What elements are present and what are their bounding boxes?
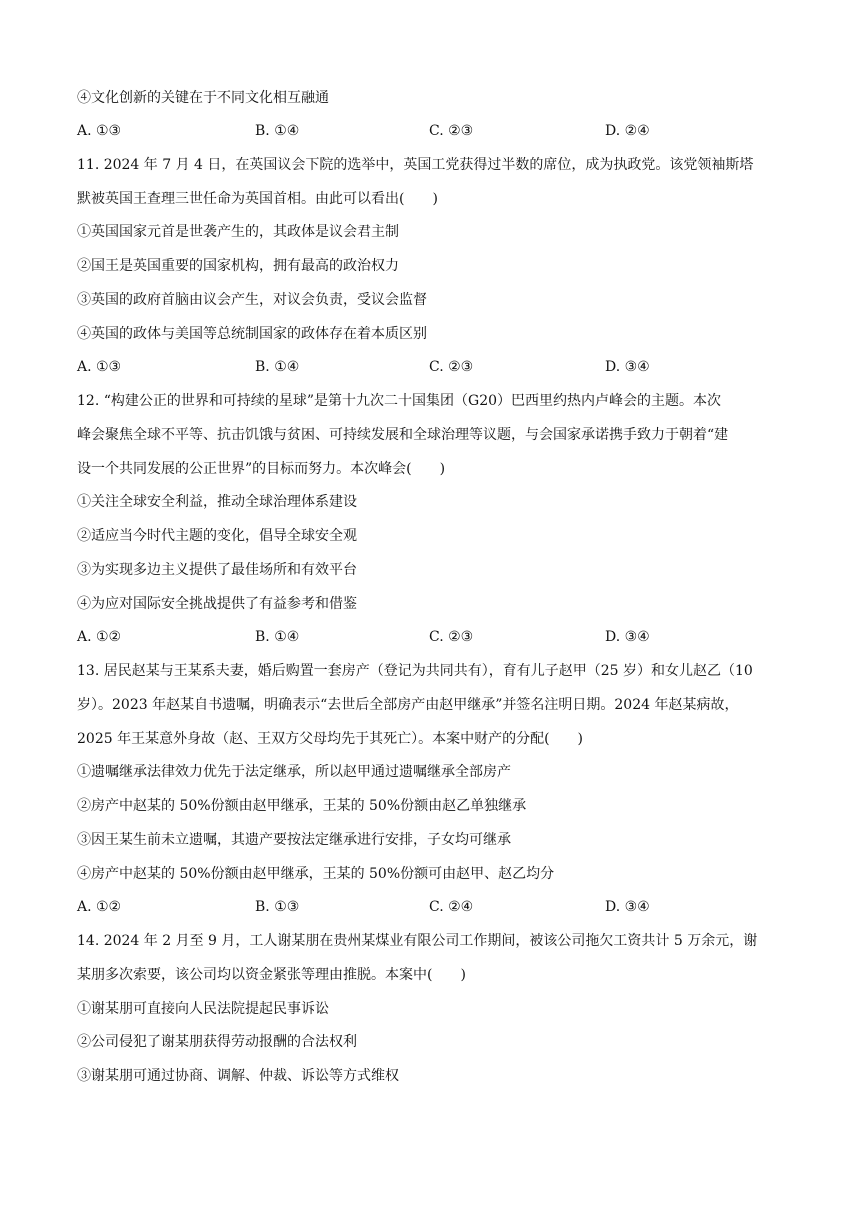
q13-option-a: A. ①② — [77, 899, 122, 915]
q10-option-d: D. ②④ — [605, 123, 650, 139]
q14-stem-line-1: 14. 2024 年 2 月至 9 月，工人谢某朋在贵州某煤业有限公司工作期间，被该公司拖欠工资共计 5 万余元，谢 — [77, 933, 758, 949]
q13-option-b: B. ①③ — [255, 899, 300, 915]
q11-option-a: A. ①③ — [77, 359, 122, 375]
q10-option-a: A. ①③ — [77, 123, 122, 139]
q13-statement-1: ①遗嘱继承法律效力优先于法定继承，所以赵甲通过遗嘱继承全部房产 — [77, 764, 511, 780]
q12-option-b: B. ①④ — [255, 629, 300, 645]
q11-statement-4: ④英国的政体与美国等总统制国家的政体存在着本质区别 — [77, 326, 427, 342]
q14-stem-line-2: 某朋多次索要，该公司均以资金紧张等理由推脱。本案中( ) — [77, 967, 466, 983]
q11-stem-line-2: 默被英国王查理三世任命为英国首相。由此可以看出( ) — [77, 191, 438, 207]
q11-stem-line-1: 11. 2024 年 7 月 4 日，在英国议会下院的选举中，英国工党获得过半数的席位，成为执政党。该党领袖斯塔 — [77, 157, 754, 173]
q10-option-c: C. ②③ — [429, 123, 474, 139]
q11-statement-2: ②国王是英国重要的国家机构，拥有最高的政治权力 — [77, 258, 399, 274]
q13-option-c: C. ②④ — [429, 899, 474, 915]
q13-stem-line-3: 2025 年王某意外身故（赵、王双方父母均先于其死亡）。本案中财产的分配( ) — [77, 731, 584, 747]
q13-statement-2: ②房产中赵某的 50%份额由赵甲继承，王某的 50%份额由赵乙单独继承 — [77, 798, 527, 814]
q12-stem-line-2: 峰会聚焦全球不平等、抗击饥饿与贫困、可持续发展和全球治理等议题，与会国家承诺携手致力于朝着“建 — [77, 427, 729, 443]
q11-statement-3: ③英国的政府首脑由议会产生，对议会负责，受议会监督 — [77, 292, 427, 308]
q12-stem-line-1: 12. “构建公正的世界和可持续的星球”是第十九次二十国集团（G20）巴西里约热内卢峰会的主题。本次 — [77, 393, 722, 409]
q11-option-c: C. ②③ — [429, 359, 474, 375]
q12-statement-2: ②适应当今时代主题的变化，倡导全球安全观 — [77, 528, 357, 544]
q12-option-a: A. ①② — [77, 629, 122, 645]
q13-stem-line-1: 13. 居民赵某与王某系夫妻，婚后购置一套房产（登记为共同共有），育有儿子赵甲（25 岁）和女儿赵乙（10 — [77, 663, 753, 679]
q12-stem-line-3: 设一个共同发展的公正世界”的目标而努力。本次峰会( ) — [77, 461, 446, 477]
q13-stem-line-2: 岁）。2023 年赵某自书遗嘱，明确表示“去世后全部房产由赵甲继承”并签名注明日期。2024 年赵某病故， — [77, 697, 739, 713]
q11-option-d: D. ③④ — [605, 359, 650, 375]
q12-statement-3: ③为实现多边主义提供了最佳场所和有效平台 — [77, 562, 357, 578]
q10-option-b: B. ①④ — [255, 123, 300, 139]
q13-statement-3: ③因王某生前未立遗嘱，其遗产要按法定继承进行安排，子女均可继承 — [77, 832, 511, 848]
q11-options — [77, 357, 777, 377]
q13-options — [77, 897, 777, 917]
q12-options — [77, 627, 777, 647]
q14-statement-1: ①谢某朋可直接向人民法院提起民事诉讼 — [77, 1001, 329, 1017]
q11-statement-1: ①英国国家元首是世袭产生的，其政体是议会君主制 — [77, 224, 399, 240]
q10-statement-4: ④文化创新的关键在于不同文化相互融通 — [77, 90, 329, 106]
q12-option-d: D. ③④ — [605, 629, 650, 645]
q13-option-d: D. ③④ — [605, 899, 650, 915]
q10-options — [77, 121, 777, 141]
q12-option-c: C. ②③ — [429, 629, 474, 645]
q13-statement-4: ④房产中赵某的 50%份额由赵甲继承，王某的 50%份额可由赵甲、赵乙均分 — [77, 866, 555, 882]
q14-statement-3: ③谢某朋可通过协商、调解、仲裁、诉讼等方式维权 — [77, 1068, 399, 1084]
q14-statement-2: ②公司侵犯了谢某朋获得劳动报酬的合法权利 — [77, 1034, 357, 1050]
q12-statement-4: ④为应对国际安全挑战提供了有益参考和借鉴 — [77, 596, 357, 612]
q12-statement-1: ①关注全球安全利益，推动全球治理体系建设 — [77, 494, 357, 510]
q11-option-b: B. ①④ — [255, 359, 300, 375]
